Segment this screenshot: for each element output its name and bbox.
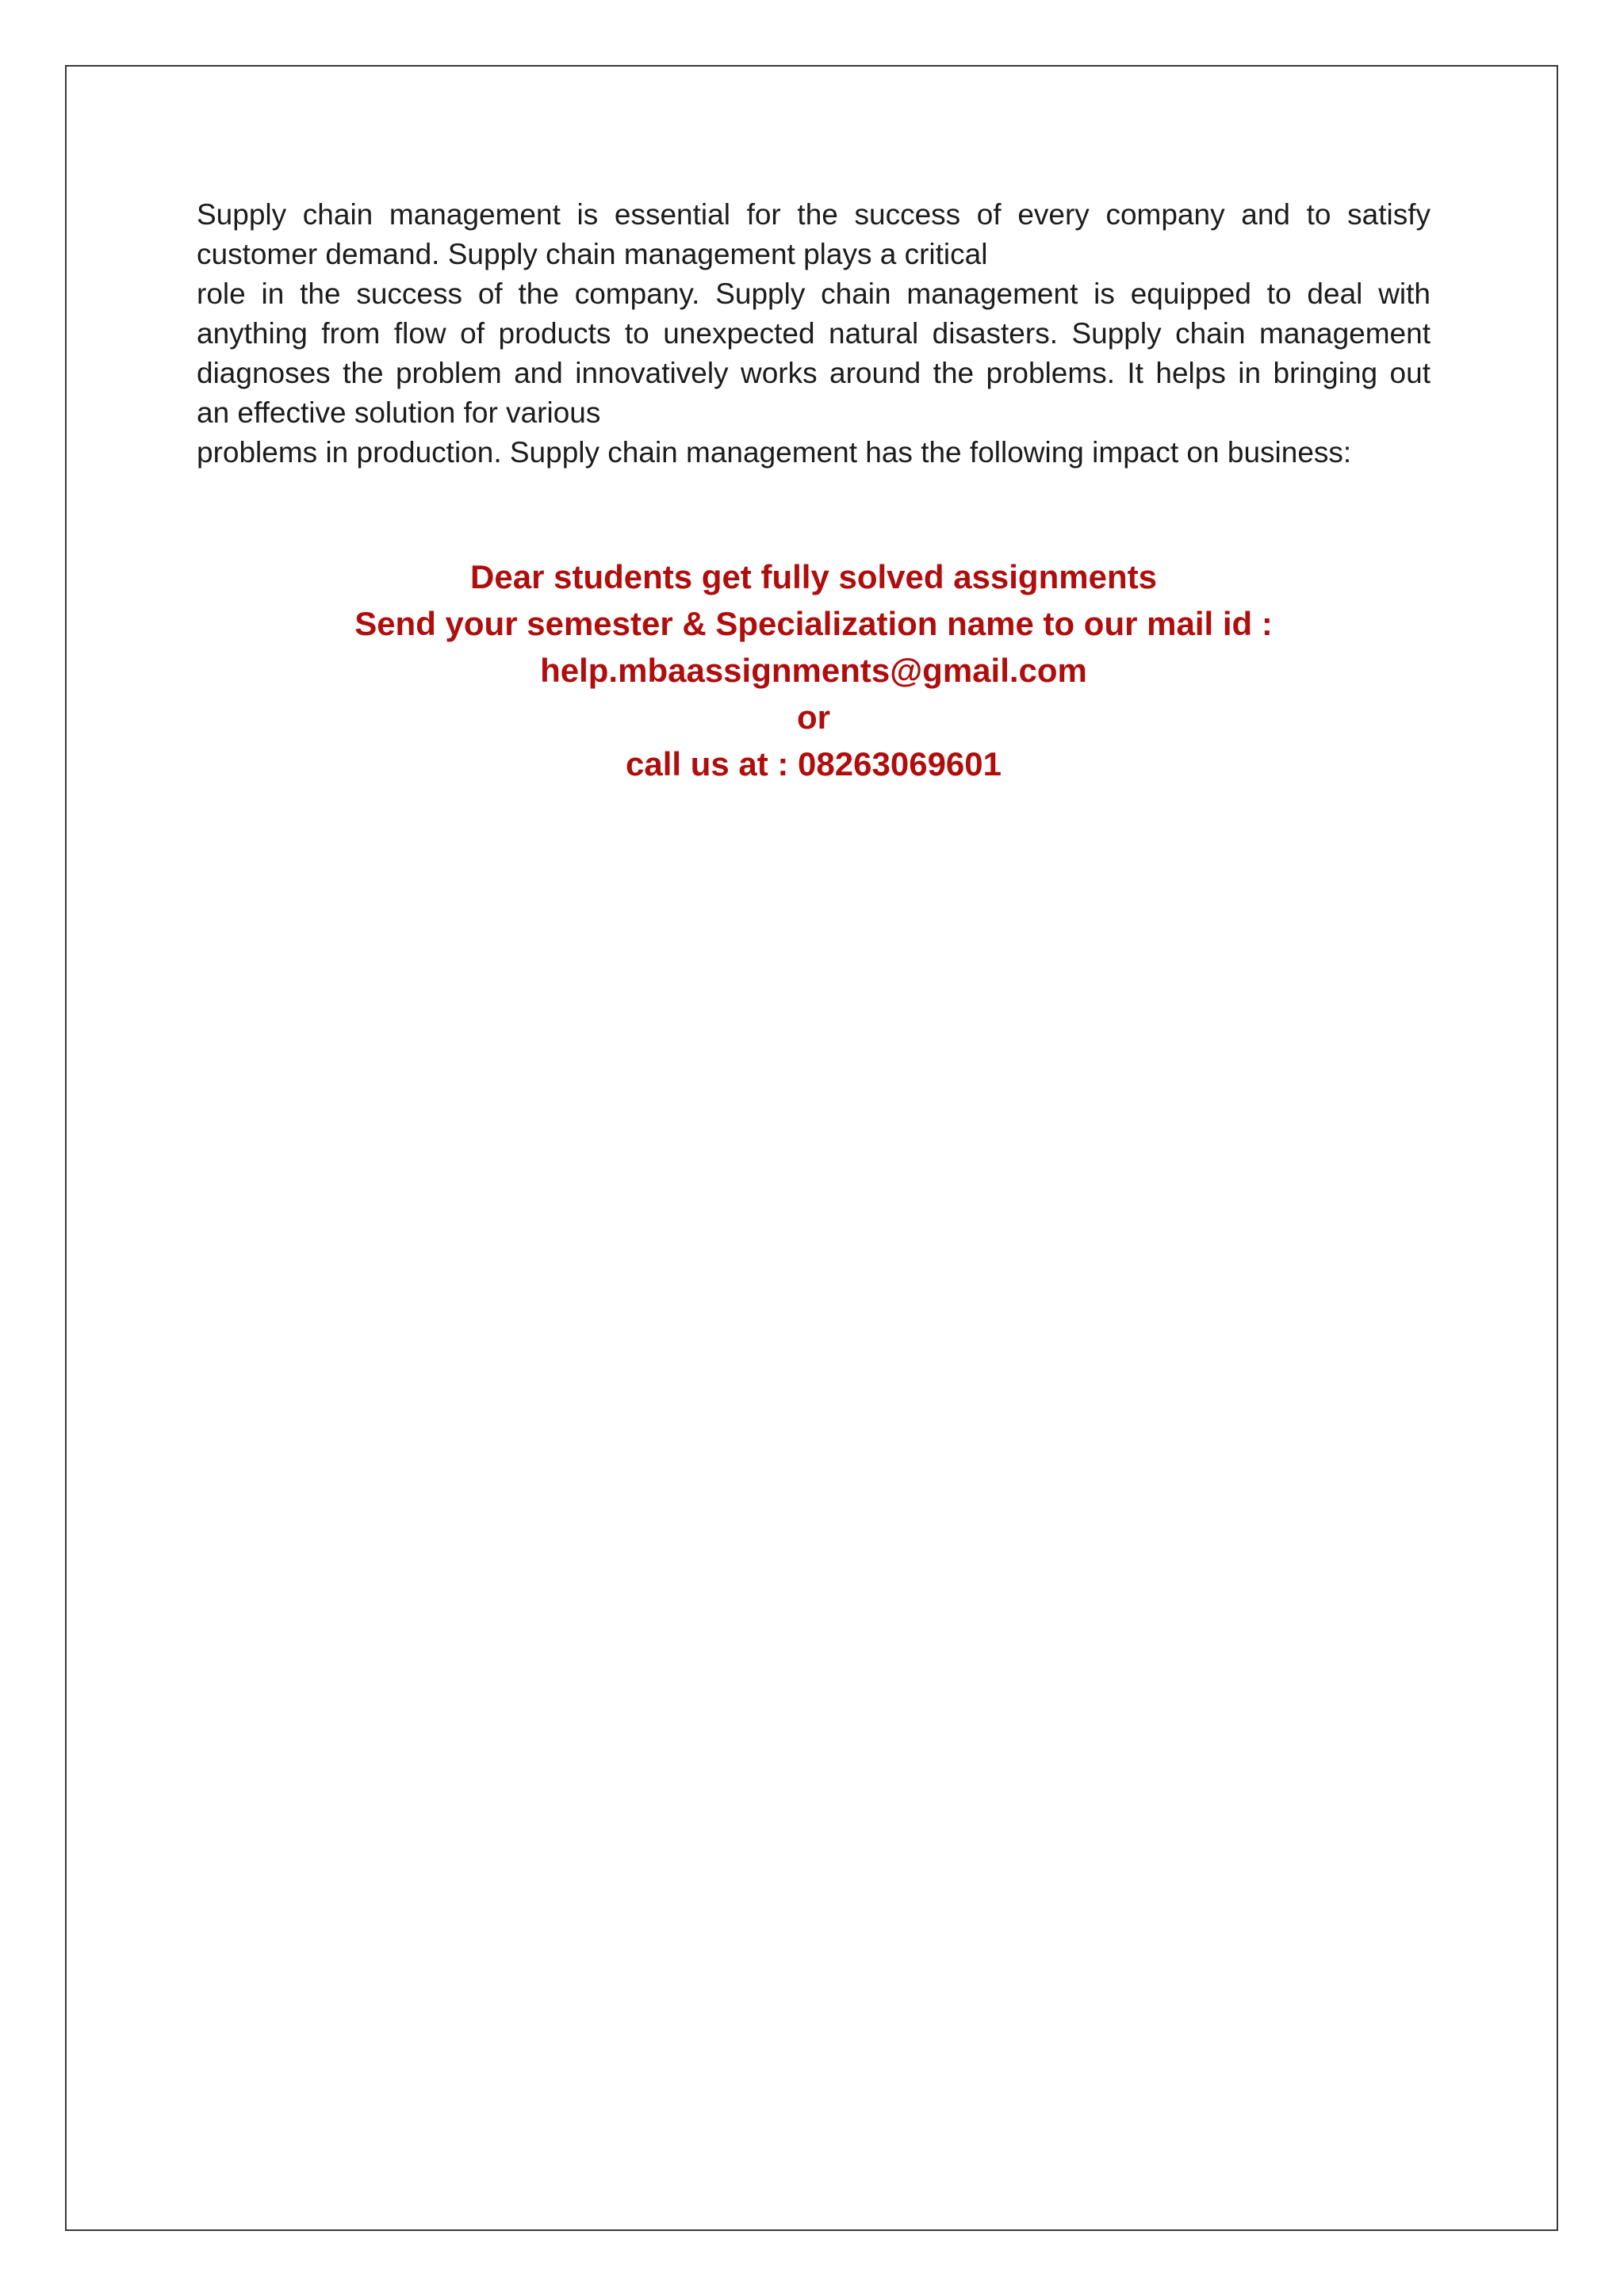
paragraph-line: diagnoses the problem and innovatively works around the problems. It helps in bringing out [197, 357, 1431, 389]
notice-email: help.mbaassignments@gmail.com [540, 652, 1087, 689]
notice-headline: Dear students get fully solved assignments [470, 558, 1157, 595]
notice-phone: call us at : 08263069601 [625, 745, 1002, 783]
paragraph-line: customer demand. Supply chain management plays a critical [197, 238, 988, 270]
notice-instruction: Send your semester & Specialization name to our mail id : [354, 605, 1273, 642]
paragraph-line: anything from flow of products to unexpected natural disasters. Supply chain management [197, 317, 1431, 350]
body-paragraph [197, 195, 1431, 473]
paragraph-line: role in the success of the company. Supply chain management is equipped to deal with [197, 277, 1431, 310]
assignment-notice [197, 553, 1431, 787]
paragraph-line: problems in production. Supply chain management has the following impact on business: [197, 436, 1352, 469]
paragraph-line: an effective solution for various [197, 396, 601, 429]
notice-or: or [797, 698, 830, 736]
paragraph-line: Supply chain management is essential for the success of every company and to satisfy [197, 198, 1431, 231]
